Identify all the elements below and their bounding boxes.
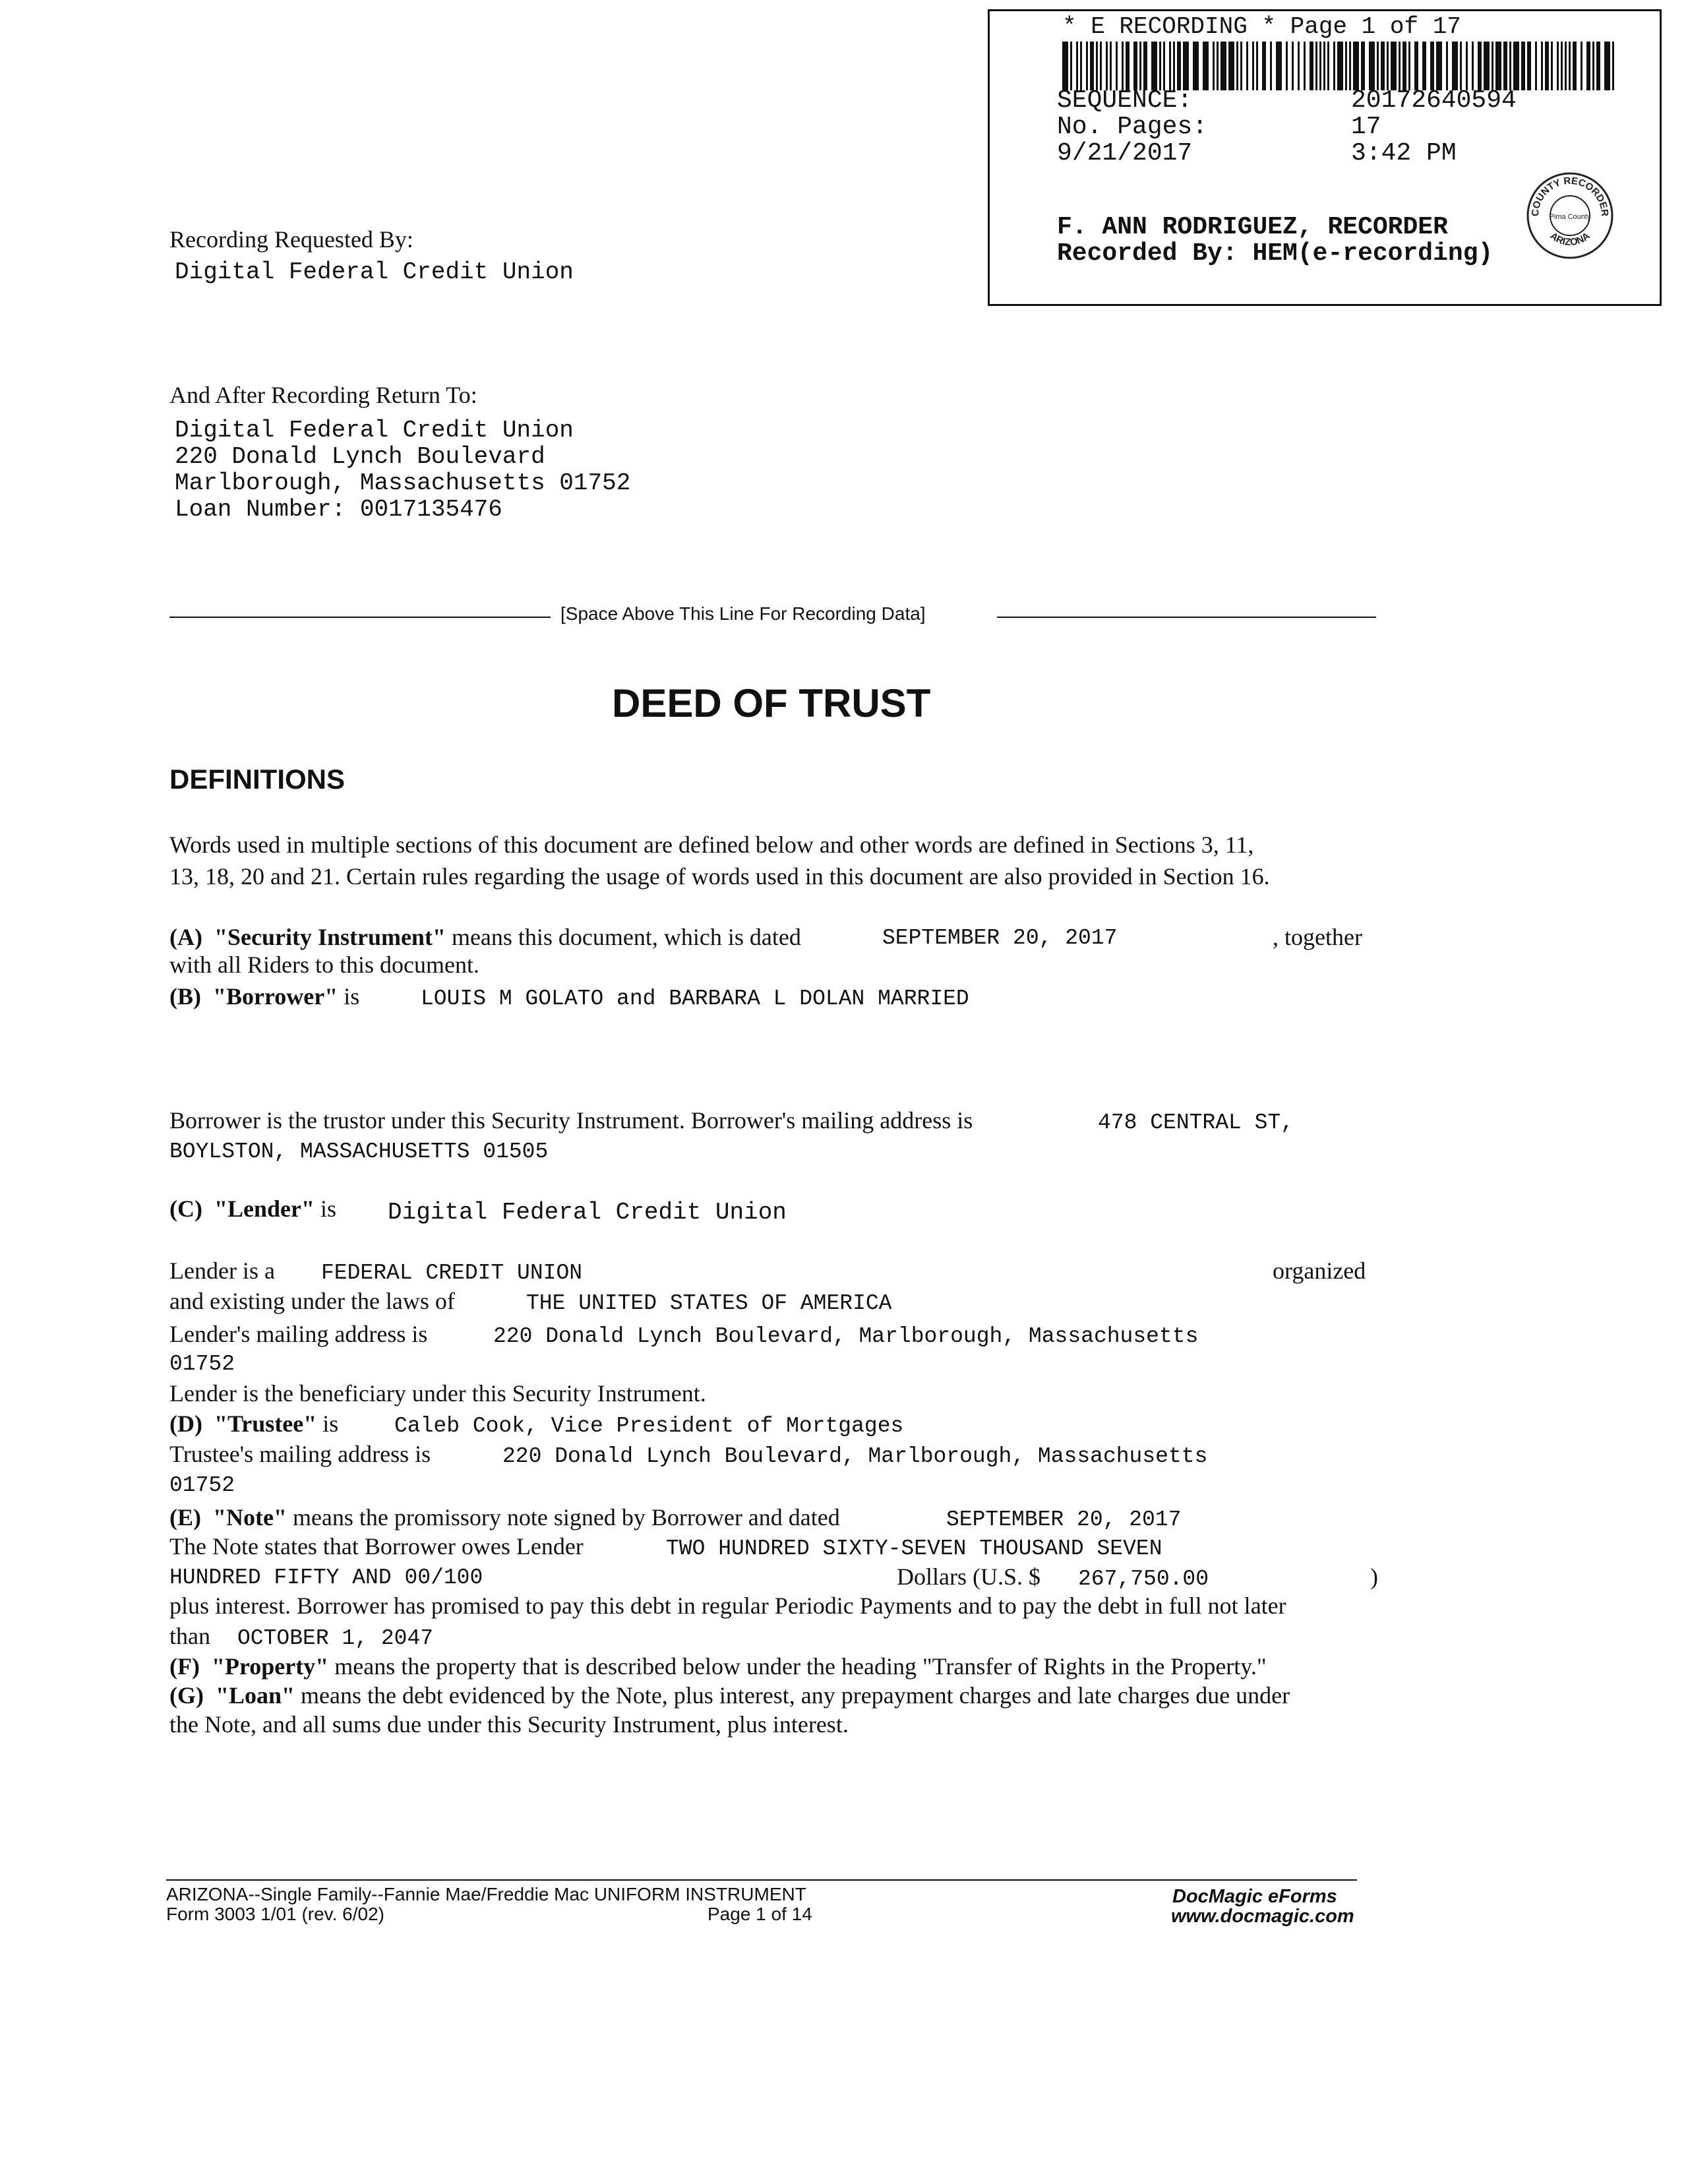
county-seal-icon	[1524, 169, 1616, 262]
lender-beneficiary: Lender is the beneficiary under this Security Instrument.	[169, 1380, 706, 1407]
return-to-line: Marlborough, Massachusetts 01752	[175, 470, 631, 497]
organized-text: organized	[1273, 1258, 1366, 1284]
return-to-line: 220 Donald Lynch Boulevard	[175, 443, 545, 470]
definition-a-line2: with all Riders to this document.	[169, 952, 479, 978]
lender-type: FEDERAL CREDIT UNION	[321, 1261, 583, 1285]
recording-space-label: [Space Above This Line For Recording Data]	[560, 603, 926, 624]
borrower-address-1: 478 CENTRAL ST,	[1098, 1110, 1294, 1135]
maturity-date: OCTOBER 1, 2047	[237, 1626, 434, 1651]
recording-stamp-box	[988, 9, 1662, 306]
recording-header: * E RECORDING * Page 1 of 17	[1062, 13, 1461, 40]
trustee-address-text: Trustee's mailing address is	[169, 1441, 431, 1467]
trustee-address-2: 01752	[169, 1473, 235, 1498]
requested-by-name: Digital Federal Credit Union	[175, 258, 574, 286]
together-text: , together	[1273, 924, 1362, 950]
definition-f: (F) "Property" means the property that is described below under the heading "Transfer of Rights in the Property."	[169, 1653, 1267, 1680]
definition-d: (D) "Trustee" is	[169, 1410, 339, 1437]
lender-laws: THE UNITED STATES OF AMERICA	[526, 1291, 892, 1316]
requested-by-label: Recording Requested By:	[169, 226, 413, 253]
footer-rule	[166, 1879, 1357, 1881]
pages-label: No. Pages:	[1057, 113, 1208, 141]
lender-address-2: 01752	[169, 1352, 235, 1376]
trustee-name: Caleb Cook, Vice President of Mortgages	[394, 1414, 904, 1438]
definition-e: (E) "Note" means the promissory note signed by Borrower and dated	[169, 1504, 840, 1531]
pages-value: 17	[1351, 113, 1381, 141]
document-title: DEED OF TRUST	[612, 681, 931, 725]
lender-address-text: Lender's mailing address is	[169, 1321, 428, 1347]
return-to-line: Digital Federal Credit Union	[175, 417, 574, 444]
amount-words-2: HUNDRED FIFTY AND 00/100	[169, 1565, 483, 1590]
intro-line: 13, 18, 20 and 21. Certain rules regarding the usage of words used in this document are also provided in Section 16.	[169, 863, 1270, 890]
payment-text: plus interest. Borrower has promised to pay this debt in regular Periodic Payments and to pay the debt in full not later	[169, 1592, 1286, 1619]
seal-bottom-text: ARIZONA	[1548, 230, 1592, 249]
docmagic-url: www.docmagic.com	[1171, 1906, 1354, 1927]
than-text: than	[169, 1623, 210, 1649]
borrower-address-2: BOYLSTON, MASSACHUSETTS 01505	[169, 1139, 549, 1164]
recording-time: 3:42 PM	[1351, 139, 1457, 167]
sequence-label: SEQUENCE:	[1057, 86, 1193, 115]
lender-name: Digital Federal Credit Union	[388, 1199, 787, 1226]
barcode-image	[1062, 42, 1616, 90]
amount-words-1: TWO HUNDRED SIXTY-SEVEN THOUSAND SEVEN	[666, 1536, 1162, 1561]
note-date: SEPTEMBER 20, 2017	[946, 1507, 1182, 1532]
lender-type-text: Lender is a	[169, 1258, 275, 1284]
recording-date: 9/21/2017	[1057, 139, 1193, 167]
definition-g: (G) "Loan" means the debt evidenced by the Note, plus interest, any prepayment charges and late charges due under	[169, 1682, 1290, 1709]
recorded-by: Recorded By: HEM(e-recording)	[1057, 239, 1493, 268]
definition-c: (C) "Lender" is	[169, 1196, 336, 1222]
seal-center-text: Pima County	[1549, 213, 1591, 221]
lender-laws-text: and existing under the laws of	[169, 1288, 455, 1314]
loan-amount: 267,750.00	[1078, 1567, 1209, 1591]
trustee-address-1: 220 Donald Lynch Boulevard, Marlborough, Massachusetts	[502, 1444, 1208, 1469]
separator-line-left	[169, 617, 551, 618]
security-instrument-date: SEPTEMBER 20, 2017	[882, 926, 1118, 950]
borrower-names: LOUIS M GOLATO and BARBARA L DOLAN MARRIED	[421, 986, 969, 1011]
definition-g-line2: the Note, and all sums due under this Security Instrument, plus interest.	[169, 1711, 849, 1738]
sequence-value: 20172640594	[1351, 86, 1517, 115]
seal-top-text: COUNTY RECORDER	[1529, 175, 1611, 217]
definitions-heading: DEFINITIONS	[169, 764, 346, 795]
dollars-text: Dollars (U.S. $	[897, 1563, 1040, 1590]
borrower-address-text: Borrower is the trustor under this Security Instrument. Borrower's mailing address is	[169, 1107, 973, 1134]
footer-page-number: Page 1 of 14	[708, 1904, 812, 1924]
recorder-name: F. ANN RODRIGUEZ, RECORDER	[1057, 213, 1448, 241]
loan-number: Loan Number: 0017135476	[175, 496, 502, 523]
intro-line: Words used in multiple sections of this document are defined below and other words are defined in Sections 3, 11,	[169, 832, 1254, 858]
definition-b: (B) "Borrower" is	[169, 983, 360, 1010]
footer-form-title: ARIZONA--Single Family--Fannie Mae/Freddie Mac UNIFORM INSTRUMENT	[166, 1884, 806, 1904]
footer-form-number: Form 3003 1/01 (rev. 6/02)	[166, 1904, 384, 1924]
return-to-label: And After Recording Return To:	[169, 382, 477, 408]
lender-address-1: 220 Donald Lynch Boulevard, Marlborough, Massachusetts	[493, 1324, 1199, 1349]
note-owes-text: The Note states that Borrower owes Lender	[169, 1533, 584, 1560]
amount-close-paren: )	[1370, 1563, 1378, 1590]
separator-line-right	[997, 617, 1376, 618]
definition-a: (A) "Security Instrument" means this document, which is dated	[169, 924, 801, 950]
docmagic-brand: DocMagic eForms	[1172, 1886, 1337, 1907]
